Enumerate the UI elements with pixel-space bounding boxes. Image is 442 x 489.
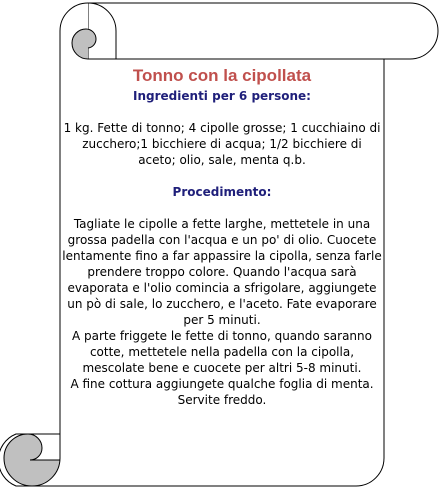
ingredients-text: 1 kg. Fette di tonno; 4 cipolle grosse; 1 cucchiaino di zucchero;1 bicchiere di acqua; 1/2 bicchiere di aceto; olio, sale, menta q.b. (63, 121, 381, 167)
ingredients-heading: Ingredienti per 6 persone: (133, 89, 311, 103)
procedure-paragraph: A fine cottura aggiungete qualche foglia di menta. Servite freddo. (70, 377, 374, 407)
scroll-top-roll (88, 3, 438, 59)
procedure-paragraph: A parte friggete le fette di tonno, quando saranno cotte, mettetele nella padella con la cipolla, mescolate bene e cuocete per altri 5-8 minuti. (72, 329, 372, 375)
recipe-content (62, 64, 382, 408)
procedure-heading: Procedimento: (172, 185, 272, 199)
procedure-paragraph: Tagliate le cipolle a fette larghe, mettetele in una grossa padella con l'acqua e un po' di olio. Cuocete lentamente fino a far appassire la cipolla, senza farle prendere troppo colore. Quando l'acqua sarà evaporata e l'olio comincia a sfrigolare, aggiungete un pò di sale, lo zucchero, e l'aceto. Fate evaporare per 5 minuti. (62, 217, 382, 327)
recipe-title: Tonno con la cipollata (132, 66, 312, 85)
